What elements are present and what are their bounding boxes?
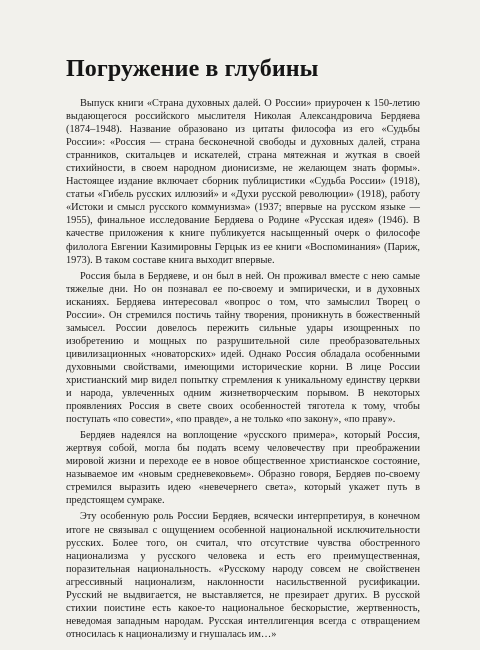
paragraph: Россия была в Бердяеве, и он был в ней. Он проживал вместе с нею самые тяжелые дни. Но он познавал ее по-своему и эмпирически, и в духовных исканиях. Бердяева интересовал «вопрос о том, что замыслил Творец о России». Он стремился постичь тайну творения, проникнуть в божественный замысел. России довелось пережить сильные удары изощренных по изобретению и мощных по разрушительной силе преобразовательных цивилизационных «новаторских» идей. Однако Россия обладала особенными духовными свойствами, имеющими исторические корни. В лице России христианский мир видел попытку стремления к уникальному единству церкви и народа, увлеченных одним жизнетворческим порывом. В некоторых проявлениях Россия в свете своих особенностей тяготела к тому, чтобы поступать «по совести», «по правде», а не только «по закону», «по праву».: [66, 270, 420, 426]
paragraph: Выпуск книги «Страна духовных далей. О России» приурочен к 150-летию выдающегося российского мыслителя Николая Александровича Бердяева (1874–1948). Название образовано из цитаты философа из его «Судьбы России»: «Россия — страна бесконечной свободы и духовных далей, страна странников, скитальцев и искателей, страна мятежная и жуткая в своей стихийности, в своем народном дионисизме, не желающем знать формы». Настоящее издание включает сборник публицистики «Судьба России» (1918), статьи «Гибель русских иллюзий» и «Духи русской революции» (1918), работу «Истоки и смысл русского коммунизма» (1937; впервые на русском языке — 1955), финальное исследование Бердяева о Родине «Русская идея» (1946). В качестве приложения к книге публикуется насыщенный очерк о философе филолога Евгении Казимировны Герцык из ее книги «Воспоминания» (Париж, 1973). В таком составе книга выходит впервые.: [66, 98, 420, 266]
paragraph: Бердяев надеялся на воплощение «русского примера», который Россия, жертвуя собой, могла бы подать всему человечеству при преображении мировой жизни и переходе ее в новое общественное христианское состояние, называемое им «новым средневековьем». Образно говоря, Бердяев по-своему стремился выразить идею «невечернего света», который укажет путь в предстоящем сумраке.: [66, 430, 420, 507]
body-text: [66, 97, 420, 641]
paragraph: Эту особенную роль России Бердяев, всячески интерпретируя, в конечном итоге не связывал с ощущением особенной национальной исключительности русских. Более того, он считал, что отсутствие чувства обостренного национализма у русского человека и есть его преимущественная, поразительная национальность. «Русскому народу совсем не свойственен агрессивный национализм, наклонности насильственной русификации. Русский не выдвигается, не выставляется, не презирает других. В русской стихии поистине есть какое-то национальное бескорыстие, жертвенность, неведомая западным народам. Русская интеллигенция всегда с отвращением относилась к национализму и гнушалась им…»: [66, 511, 420, 640]
chapter-heading: Погружение в глубины: [66, 56, 319, 82]
